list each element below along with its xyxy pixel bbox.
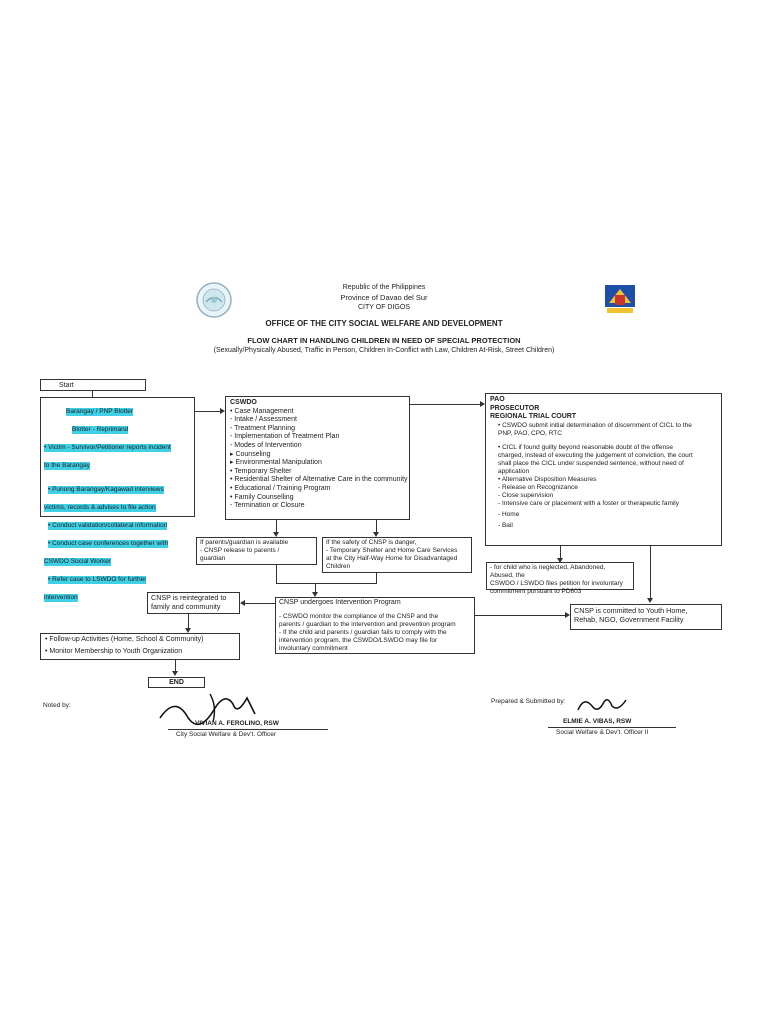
noted-by-label: Noted by:	[43, 702, 71, 709]
followup-line-1: • Monitor Membership to Youth Organization	[45, 647, 183, 655]
prepared-label: Prepared & Submitted by:	[491, 698, 566, 705]
reintegrated-box	[147, 592, 240, 614]
noted-title: City Social Welfare & Dev't. Officer	[176, 731, 276, 738]
barangay-line-1: Blotter - Reprimand	[72, 426, 129, 433]
pao-item-0: • CSWDO submit initial determination of discernment of CICL to the	[498, 421, 692, 429]
pao-item-3: • CICL if found guilty beyond reasonable doubt of the offense	[498, 443, 674, 451]
parents-line-0: If parents/guardian is available	[200, 539, 289, 546]
cswdo-item-9: • Educational / Training Program	[230, 484, 331, 492]
barangay-line-10: intervention	[44, 594, 78, 601]
barangay-line-0: Barangay / PNP Blotter	[66, 408, 134, 415]
cswdo-item-8: • Residential Shelter of Alternative Care in the community	[230, 476, 408, 484]
neglect-line-0: - for child who is neglected, Abandoned, Abused, the	[490, 564, 606, 579]
danger-line-0: If the safety of CNSP is danger,	[326, 539, 417, 546]
parents-line-1: - CNSP release to parents /	[200, 547, 280, 554]
committed-line-1: Rehab, NGO, Government Facility	[574, 614, 684, 624]
pao-item-9: - Close supervision	[498, 491, 554, 499]
cswdo-item-1: - Intake / Assessment	[230, 416, 297, 424]
pao-item-6: application	[498, 467, 530, 475]
followup-box	[40, 633, 240, 660]
committed-box	[570, 604, 722, 630]
pao-item-5: shall place the CICL under suspended sentence, without need of	[498, 459, 684, 467]
pao-heading: PAO	[490, 396, 505, 403]
prepared-title: Social Welfare & Dev't. Officer II	[556, 729, 649, 736]
intervention-line-0: - CSWDO monitor the compliance of the CNSP and the	[279, 613, 439, 620]
neglect-line-2: commitment pursuant to PD603	[490, 588, 582, 595]
cswdo-item-3: - Implementation of Treatment Plan	[230, 433, 340, 441]
prepared-signature	[572, 690, 632, 720]
committed-line-0: CNSP is committed to Youth Home,	[574, 606, 688, 615]
signature-scribble-icon	[572, 690, 632, 720]
reintegrated-line-0: CNSP is reintegrated to	[151, 593, 227, 602]
prosecutor-heading: PROSECUTOR	[490, 404, 540, 412]
intervention-line-3: intervention program, the CSWDO/LSWDO may file for	[279, 637, 438, 644]
start-label: Start	[59, 382, 74, 389]
pao-item-4: charged, instead of executing the judgement of conviction, the court	[498, 451, 693, 459]
danger-line-3: Children	[326, 563, 351, 570]
barangay-line-5: victims, records & advises to file action	[44, 504, 156, 511]
barangay-line-4: • Punong Barangay/Kagawad interviews	[48, 486, 164, 493]
pao-item-11: - Home	[498, 510, 520, 518]
cswdo-item-11: - Termination or Closure	[230, 502, 305, 510]
pao-item-10: - Intensive care or placement with a foster or therapeutic family	[498, 499, 679, 507]
danger-line-2: at the City Half-Way Home for Disadvantaged	[326, 555, 458, 562]
intervention-line-1: parents / guardian to the intervention and prevention program	[279, 621, 456, 628]
followup-line-0: • Follow-up Activities (Home, School & Community)	[45, 636, 204, 643]
pao-item-1: PNP, PAO, CPO, RTC	[498, 429, 562, 437]
danger-box	[322, 537, 472, 573]
flowchart-subtitle: (Sexually/Physically Abused, Traffic in Person, Children In-Conflict with Law, Children At-Risk, Street Children)	[213, 347, 555, 354]
barangay-line-9: • Refer case to LSWDO for further	[48, 576, 147, 583]
end-label: END	[169, 679, 184, 686]
pao-box	[485, 393, 722, 546]
cswdo-box	[225, 396, 410, 520]
rtc-heading: REGIONAL TRIAL COURT	[490, 413, 577, 421]
barangay-line-6: • Conduct validation/collateral information	[48, 522, 168, 529]
neglect-line-1: CSWDO / LSWDO files petition for involuntary	[490, 580, 623, 587]
intervention-line-4: involuntary commitment	[279, 645, 348, 652]
intervention-line-2: - If the child and parents / guardian fails to comply with the	[279, 629, 447, 636]
start-box	[40, 379, 146, 391]
prepared-name: ELMIE A. VIBAS, RSW	[563, 718, 632, 725]
cswdo-item-6: ▸ Environmental Manipulation	[230, 459, 322, 467]
intervention-program-box	[275, 597, 475, 654]
cswdo-item-5: ▸ Counseling	[230, 450, 271, 458]
city-line: CITY OF DIGOS	[358, 304, 410, 311]
barangay-line-7: • Conduct case conferences together with	[48, 540, 169, 547]
noted-name: VIVIAN A. FEROLINO, RSW	[195, 720, 279, 727]
parents-available-box	[196, 537, 317, 565]
flowchart-title: FLOW CHART IN HANDLING CHILDREN IN NEED OF SPECIAL PROTECTION	[247, 336, 521, 345]
barangay-line-2: • Victim - Survivor/Petitioner reports incident	[44, 444, 171, 451]
intervention-heading: CNSP undergoes Intervention Program	[279, 599, 401, 606]
office-title: OFFICE OF THE CITY SOCIAL WELFARE AND DEVELOPMENT	[265, 319, 503, 328]
cswdo-item-10: • Family Counselling	[230, 493, 294, 501]
cswdo-heading: CSWDO	[230, 399, 257, 406]
cswdo-item-2: - Treatment Planning	[230, 424, 295, 432]
barangay-line-8: CSWDO Social Worker	[44, 558, 112, 565]
province-line: Province of Davao del Sur	[340, 293, 428, 302]
pao-item-7: • Alternative Disposition Measures	[498, 475, 597, 483]
danger-line-1: - Temporary Shelter and Home Care Services	[326, 547, 458, 554]
republic-line: Republic of the Philippines	[342, 284, 426, 291]
pao-item-8: - Release on Recognizance	[498, 483, 578, 491]
cswdo-item-4: - Modes of Intervention	[230, 441, 302, 449]
pao-item-12: - Bail	[498, 521, 513, 529]
cswdo-item-7: • Temporary Shelter	[230, 467, 292, 475]
reintegrated-line-1: family and community	[151, 601, 221, 611]
barangay-line-3: to the Barangay	[44, 462, 90, 469]
neglect-petition-box	[486, 562, 634, 595]
cswdo-item-0: • Case Management	[230, 407, 294, 415]
parents-line-2: guardian	[200, 555, 226, 562]
